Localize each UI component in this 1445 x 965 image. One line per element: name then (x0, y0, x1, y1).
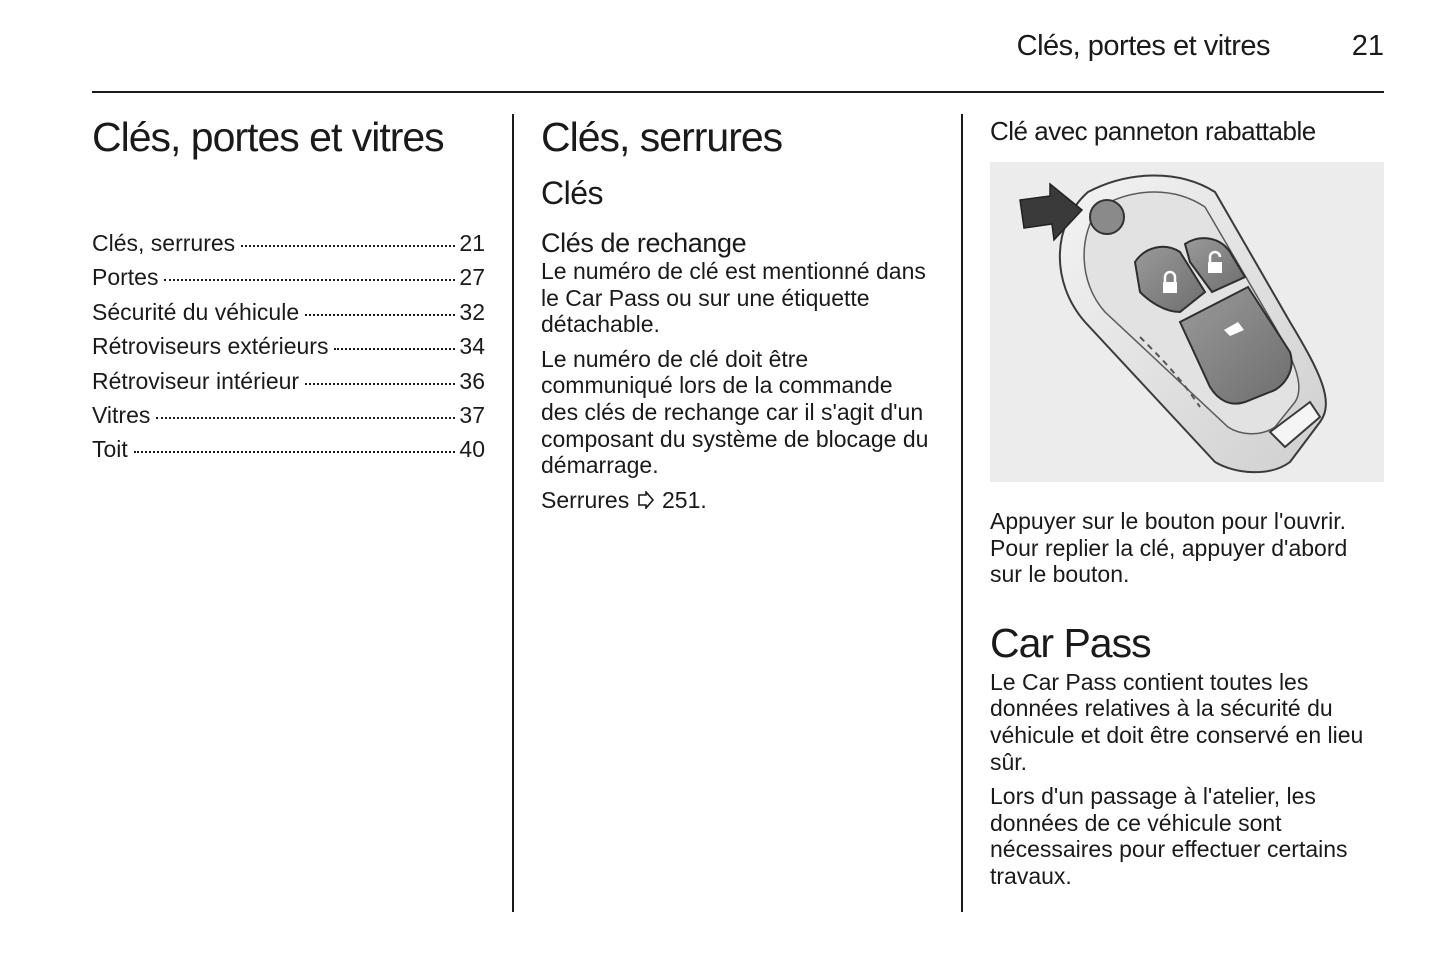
toc-entry-title: Sécurité du véhicule (92, 298, 300, 325)
toc-leader-dots (164, 279, 455, 281)
folding-key-heading: Clé avec panneton rabattable (990, 116, 1316, 146)
toc-leader-dots (156, 417, 455, 419)
toc-entry[interactable] (92, 398, 485, 432)
toc-leader-dots (334, 348, 455, 350)
toc-entry-title: Rétroviseur intérieur (92, 367, 300, 394)
toc-entry-title: Clés, serrures (92, 230, 236, 256)
chapter-title: Clés, portes et vitres (92, 114, 444, 160)
toc-entry-page: 32 (459, 298, 485, 325)
toc-entry-page: 34 (459, 333, 485, 360)
toc-leader-dots (305, 314, 455, 316)
spare-keys-paragraph-2: Le numéro de clé doit être communiqué lors de la commande des clés de rechange car il s'agit d'un composant du système de blocage du démarrage. (541, 345, 929, 479)
crossref-text: Serrures (541, 486, 630, 513)
section-title: Clés, serrures (541, 114, 783, 160)
toc-entry[interactable] (92, 432, 485, 466)
toc-entry-page: 37 (459, 402, 485, 429)
page-number: 21 (1351, 30, 1384, 62)
car-pass-paragraph-2: Lors d'un passage à l'atelier, les données de ce véhicule sont nécessaires pour effectuer certains travaux. (990, 783, 1348, 889)
running-title: Clés, portes et vitres (1016, 30, 1270, 62)
toc-entry-title: Toit (92, 436, 128, 463)
toc-entry[interactable] (92, 260, 485, 294)
arrow-reference-icon (636, 487, 662, 513)
table-of-contents (92, 226, 485, 467)
column-divider-2 (961, 114, 963, 912)
car-pass-paragraph-1: Le Car Pass contient toutes les données relatives à la sécurité du véhicule et doit être conservé en lieu sûr. (990, 668, 1364, 775)
crossref-line (541, 487, 936, 514)
toc-entry-page: 27 (459, 264, 485, 291)
toc-entry-page: 21 (459, 230, 485, 256)
toc-entry-page: 40 (459, 436, 485, 463)
header-rule (92, 91, 1384, 93)
toc-leader-dots (241, 245, 455, 247)
toc-entry[interactable] (92, 329, 485, 363)
toc-entry-page: 36 (459, 367, 485, 394)
folding-key-illustration (990, 162, 1384, 482)
car-pass-heading: Car Pass (990, 619, 1151, 666)
folding-key-paragraph: Appuyer sur le bouton pour l'ouvrir. Pour replier la clé, appuyer d'abord sur le bouton. (990, 508, 1348, 588)
subsection-title: Clés (541, 175, 604, 211)
chapter-contents-column (92, 112, 485, 467)
spare-keys-paragraph-1: Le numéro de clé est mentionné dans le Car Pass ou sur une étiquette détachable. (541, 258, 926, 338)
spare-keys-heading: Clés de rechange (541, 228, 747, 258)
toc-entry[interactable] (92, 226, 485, 260)
toc-leader-dots (134, 451, 456, 453)
folding-key-column (990, 112, 1384, 890)
toc-entry-title: Portes (92, 264, 159, 291)
crossref-page[interactable]: 251. (661, 486, 707, 513)
toc-entry-title: Rétroviseurs extérieurs (92, 333, 329, 360)
running-header (92, 30, 1384, 66)
toc-leader-dots (305, 383, 455, 385)
toc-entry[interactable] (92, 364, 485, 398)
column-divider-1 (512, 114, 514, 912)
keys-locks-column (541, 112, 936, 513)
toc-entry[interactable] (92, 295, 485, 329)
toc-entry-title: Vitres (92, 402, 151, 429)
